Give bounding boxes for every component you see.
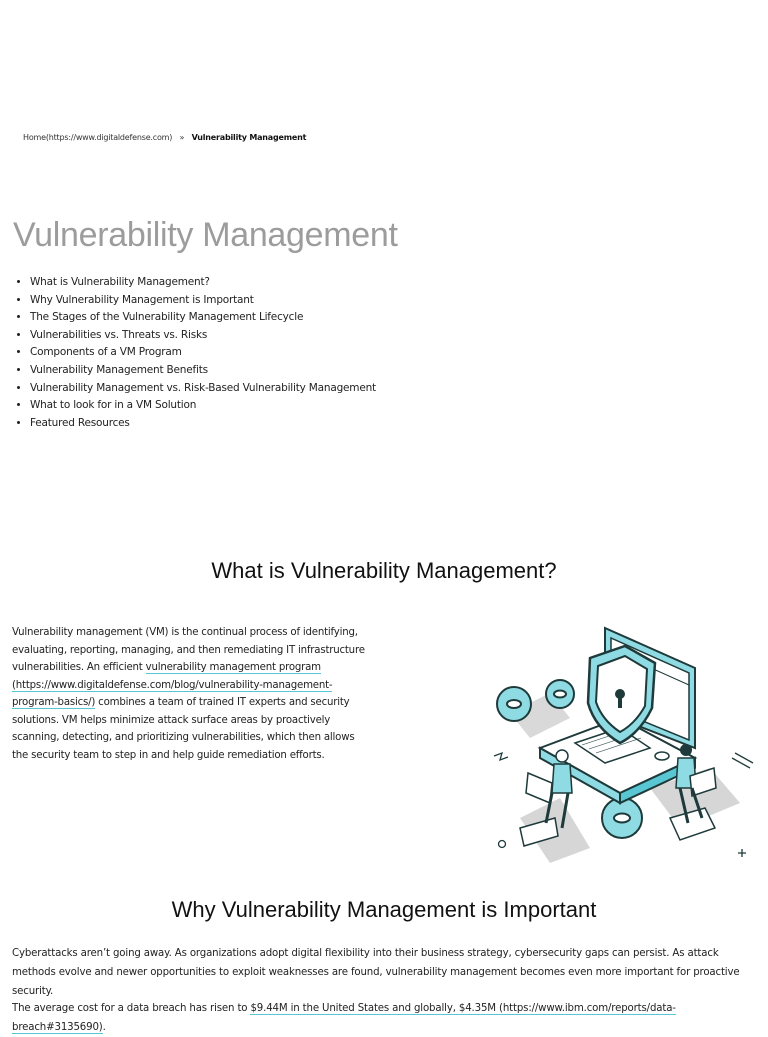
breach-text-before: The average cost for a data breach has risen to: [12, 1003, 251, 1014]
section-heading-why-important: Why Vulnerability Management is Important: [171, 897, 597, 922]
toc-item: [30, 363, 376, 381]
toc-link-vm-vs-rbvm[interactable]: Vulnerability Management vs. Risk-Based Vulnerability Management: [30, 381, 376, 394]
vm-program-link[interactable]: vulnerability management program (https://www.digitaldefense.com/blog/vulnerability-management-program-basics/): [12, 662, 333, 708]
toc-item: [30, 398, 376, 416]
toc-item: [30, 345, 376, 363]
toc-link-components[interactable]: Components of a VM Program: [30, 346, 182, 359]
toc-link-stages[interactable]: The Stages of the Vulnerability Management Lifecycle: [30, 311, 304, 324]
toc-link-what-is-vm[interactable]: What is Vulnerability Management?: [30, 276, 210, 288]
intro-text-before: Vulnerability management (VM) is the continual process of identifying, evaluating, reporting, managing, and then remediating IT infrastructure vulnerabilities. An efficient: [12, 627, 365, 673]
toc-link-vuln-threats-risks[interactable]: Vulnerabilities vs. Threats vs. Risks: [30, 328, 208, 341]
toc-link-solution[interactable]: What to look for in a VM Solution: [30, 399, 197, 412]
breadcrumb-current: Vulnerability Management: [191, 133, 307, 142]
section-intro-text: [12, 624, 368, 764]
page-title: Vulnerability Management: [13, 216, 398, 254]
breach-text-after: .: [102, 1022, 106, 1033]
intro-text-after: combines a team of trained IT experts and security solutions. VM helps minimize attack surface areas by proactively scanning, detecting, and prioritizing vulnerabilities, which then allows the security team to step in and help guide remediation efforts.: [12, 697, 355, 761]
toc-item: [30, 275, 376, 293]
toc-item: [30, 293, 376, 311]
data-breach-cost-paragraph: [12, 999, 760, 1037]
breadcrumb-separator: »: [179, 133, 185, 142]
table-of-contents: [12, 275, 376, 433]
ibm-breach-report-link[interactable]: $9.44M in the United States and globally, $4.35M (https://www.ibm.com/reports/data-breach#3135690): [12, 1003, 676, 1033]
breadcrumb-home-link[interactable]: Home(https://www.digitaldefense.com): [23, 133, 173, 142]
toc-item: [30, 416, 376, 434]
toc-link-resources[interactable]: Featured Resources: [30, 416, 130, 429]
why-important-paragraph: Cyberattacks aren’t going away. As organizations adopt digital flexibility into their business strategy, cybersecurity gaps can persist. As attack methods evolve and newer opportunities to exploit weaknesses are found, vulnerability management becomes even more important for proactive security.: [12, 948, 740, 997]
breadcrumb: [23, 133, 306, 142]
section-heading-what-is-vm: What is Vulnerability Management?: [211, 558, 557, 583]
toc-item: [30, 381, 376, 399]
toc-link-benefits[interactable]: Vulnerability Management Benefits: [30, 363, 208, 376]
vulnerability-management-illustration: [480, 618, 760, 863]
toc-item: [30, 328, 376, 346]
toc-item: [30, 310, 376, 328]
toc-link-why-important[interactable]: Why Vulnerability Management is Important: [30, 293, 254, 306]
